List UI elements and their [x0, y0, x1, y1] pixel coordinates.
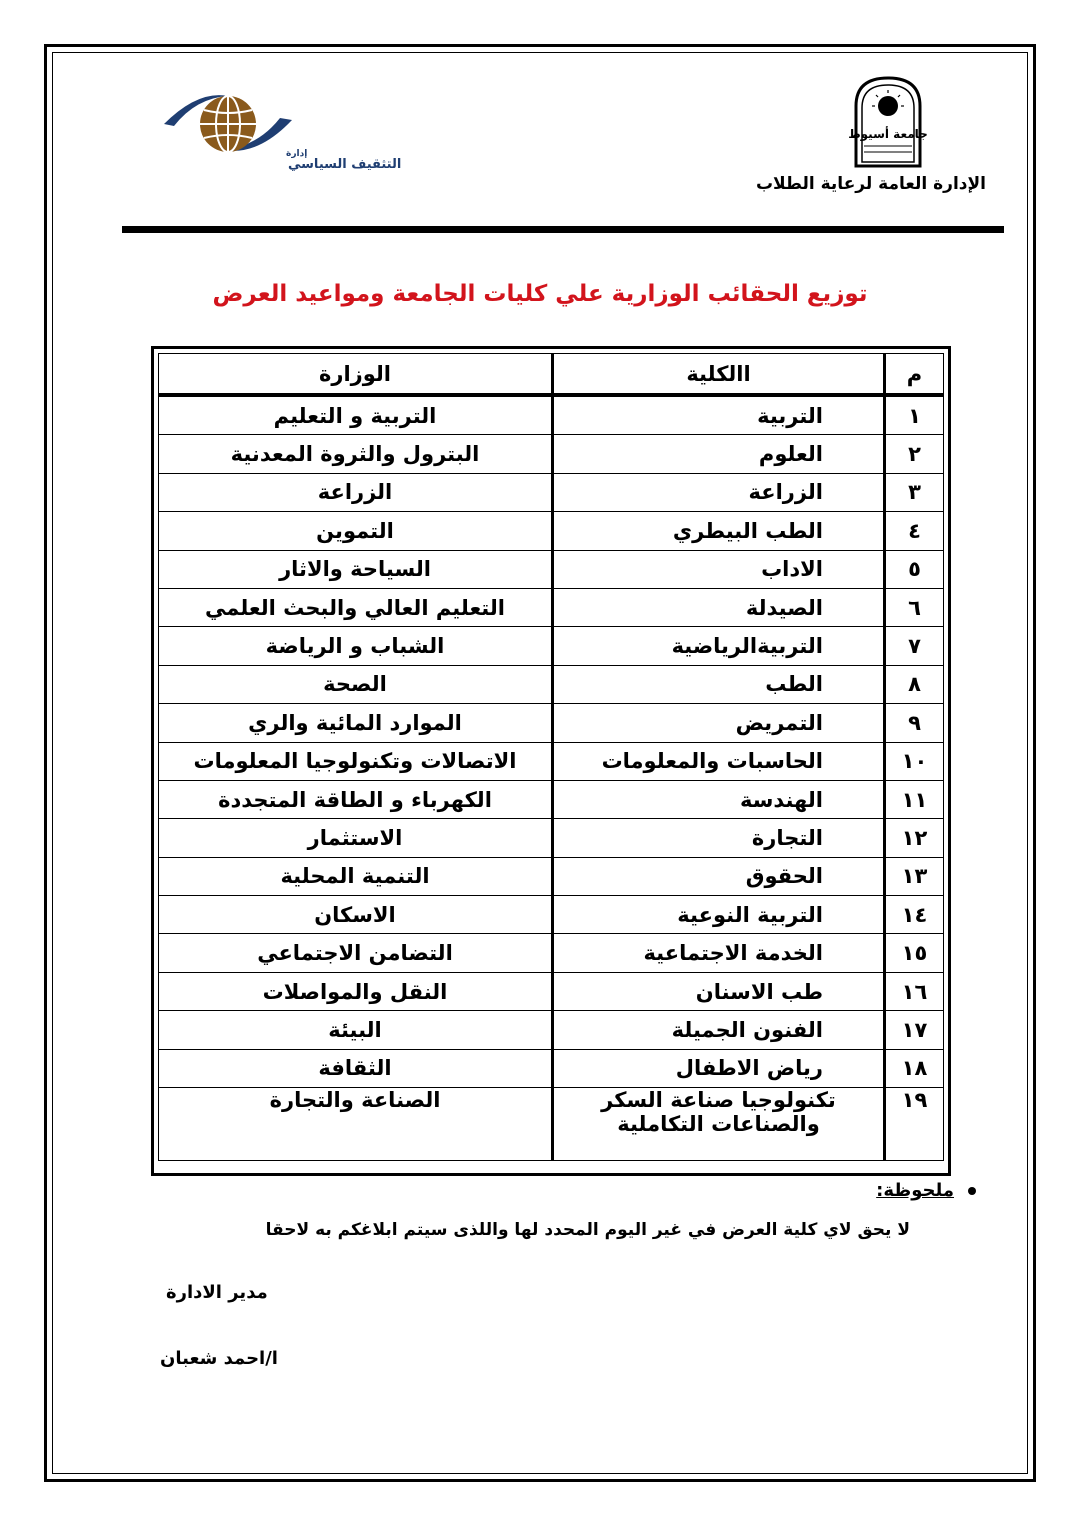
row-faculty: الخدمة الاجتماعية [553, 934, 885, 972]
department-name: الإدارة العامة لرعاية الطلاب [755, 174, 986, 194]
row-num: ١٤ [885, 896, 944, 934]
row-ministry: الثقافة [159, 1049, 553, 1087]
row-faculty: الطب [553, 665, 885, 703]
row-num: ٨ [885, 665, 944, 703]
row-num: ٧ [885, 627, 944, 665]
row-num: ١١ [885, 780, 944, 818]
table-row [159, 627, 944, 665]
table-row [159, 435, 944, 473]
row-num: ١٠ [885, 742, 944, 780]
row-num: ١٩ [885, 1088, 944, 1161]
row-ministry: التموين [159, 512, 553, 550]
row-faculty: الاداب [553, 550, 885, 588]
table-row [159, 588, 944, 626]
header-ministry: الوزارة [159, 354, 553, 396]
university-logo-text: جامعة أسيوط [848, 127, 928, 141]
manager-title: مدير الادارة [166, 1282, 268, 1303]
table-row [159, 819, 944, 857]
row-num: ١٦ [885, 972, 944, 1010]
document-title: توزيع الحقائب الوزارية علي كليات الجامعة ومواعيد العرض [212, 281, 868, 307]
table-row [159, 1049, 944, 1087]
row-ministry: البترول والثروة المعدنية [159, 435, 553, 473]
row-faculty: التربيةالرياضية [553, 627, 885, 665]
header-faculty: االكلية [553, 354, 885, 396]
distribution-table [158, 353, 944, 1161]
row-ministry: الموارد المائية والري [159, 704, 553, 742]
row-num: ١٥ [885, 934, 944, 972]
row-num: ٩ [885, 704, 944, 742]
row-ministry: التربية و التعليم [159, 395, 553, 435]
row-faculty: الهندسة [553, 780, 885, 818]
row-num: ١ [885, 395, 944, 435]
row-faculty: الطب البيطري [553, 512, 885, 550]
note-line [876, 1180, 976, 1201]
row-ministry: الاسكان [159, 896, 553, 934]
row-ministry: النقل والمواصلات [159, 972, 553, 1010]
row-ministry: التنمية المحلية [159, 857, 553, 895]
university-logo [848, 72, 928, 168]
row-num: ١٧ [885, 1011, 944, 1049]
row-ministry: الشباب و الرياضة [159, 627, 553, 665]
row-num: ٢ [885, 435, 944, 473]
culture-logo-label-small: إدارة [286, 149, 308, 159]
row-faculty: التربية النوعية [553, 896, 885, 934]
table-header-row [159, 354, 944, 396]
table-row [159, 934, 944, 972]
row-num: ٤ [885, 512, 944, 550]
row-ministry: الصحة [159, 665, 553, 703]
table-row [159, 780, 944, 818]
table-row [159, 665, 944, 703]
row-faculty: التجارة [553, 819, 885, 857]
row-num: ١٣ [885, 857, 944, 895]
row-num: ٣ [885, 473, 944, 511]
row-num: ١٢ [885, 819, 944, 857]
header-divider [122, 226, 1004, 233]
table-row [159, 972, 944, 1010]
culture-logo-label: التثقيف السياسي [288, 157, 402, 172]
row-ministry: السياحة والاثار [159, 550, 553, 588]
table-row [159, 1088, 944, 1161]
row-ministry: الاستثمار [159, 819, 553, 857]
row-faculty: الزراعة [553, 473, 885, 511]
table-row [159, 857, 944, 895]
row-faculty: تكنولوجيا صناعة السكر والصناعات التكاملية [553, 1088, 885, 1161]
table-row [159, 512, 944, 550]
header-num: م [885, 354, 944, 396]
row-ministry: البيئة [159, 1011, 553, 1049]
row-faculty: التمريض [553, 704, 885, 742]
row-ministry: التعليم العالي والبحث العلمي [159, 588, 553, 626]
note-text: لا يحق لاي كلية العرض في غير اليوم المحدد لها واللذى سيتم ابلاغكم به لاحقا [265, 1220, 910, 1240]
row-ministry: التضامن الاجتماعي [159, 934, 553, 972]
table-row [159, 395, 944, 435]
row-num: ٦ [885, 588, 944, 626]
row-faculty: الفنون الجميلة [553, 1011, 885, 1049]
row-ministry: الزراعة [159, 473, 553, 511]
table-row [159, 473, 944, 511]
note-label: ملحوظة: [876, 1180, 954, 1201]
row-faculty: طب الاسنان [553, 972, 885, 1010]
row-faculty: الحاسبات والمعلومات [553, 742, 885, 780]
row-ministry: الاتصالات وتكنولوجيا المعلومات [159, 742, 553, 780]
row-faculty: الحقوق [553, 857, 885, 895]
table-row [159, 704, 944, 742]
table-row [159, 742, 944, 780]
row-ministry: الكهرباء و الطاقة المتجددة [159, 780, 553, 818]
row-faculty: الصيدلة [553, 588, 885, 626]
row-faculty: العلوم [553, 435, 885, 473]
row-num: ٥ [885, 550, 944, 588]
table-row [159, 1011, 944, 1049]
row-faculty: التربية [553, 395, 885, 435]
culture-logo [158, 86, 402, 172]
manager-name: ا/احمد شعبان [160, 1348, 278, 1369]
distribution-table-frame [151, 346, 951, 1176]
table-row [159, 896, 944, 934]
row-ministry: الصناعة والتجارة [159, 1088, 553, 1161]
bullet-icon [968, 1187, 976, 1195]
row-faculty: رياض الاطفال [553, 1049, 885, 1087]
table-row [159, 550, 944, 588]
row-num: ١٨ [885, 1049, 944, 1087]
